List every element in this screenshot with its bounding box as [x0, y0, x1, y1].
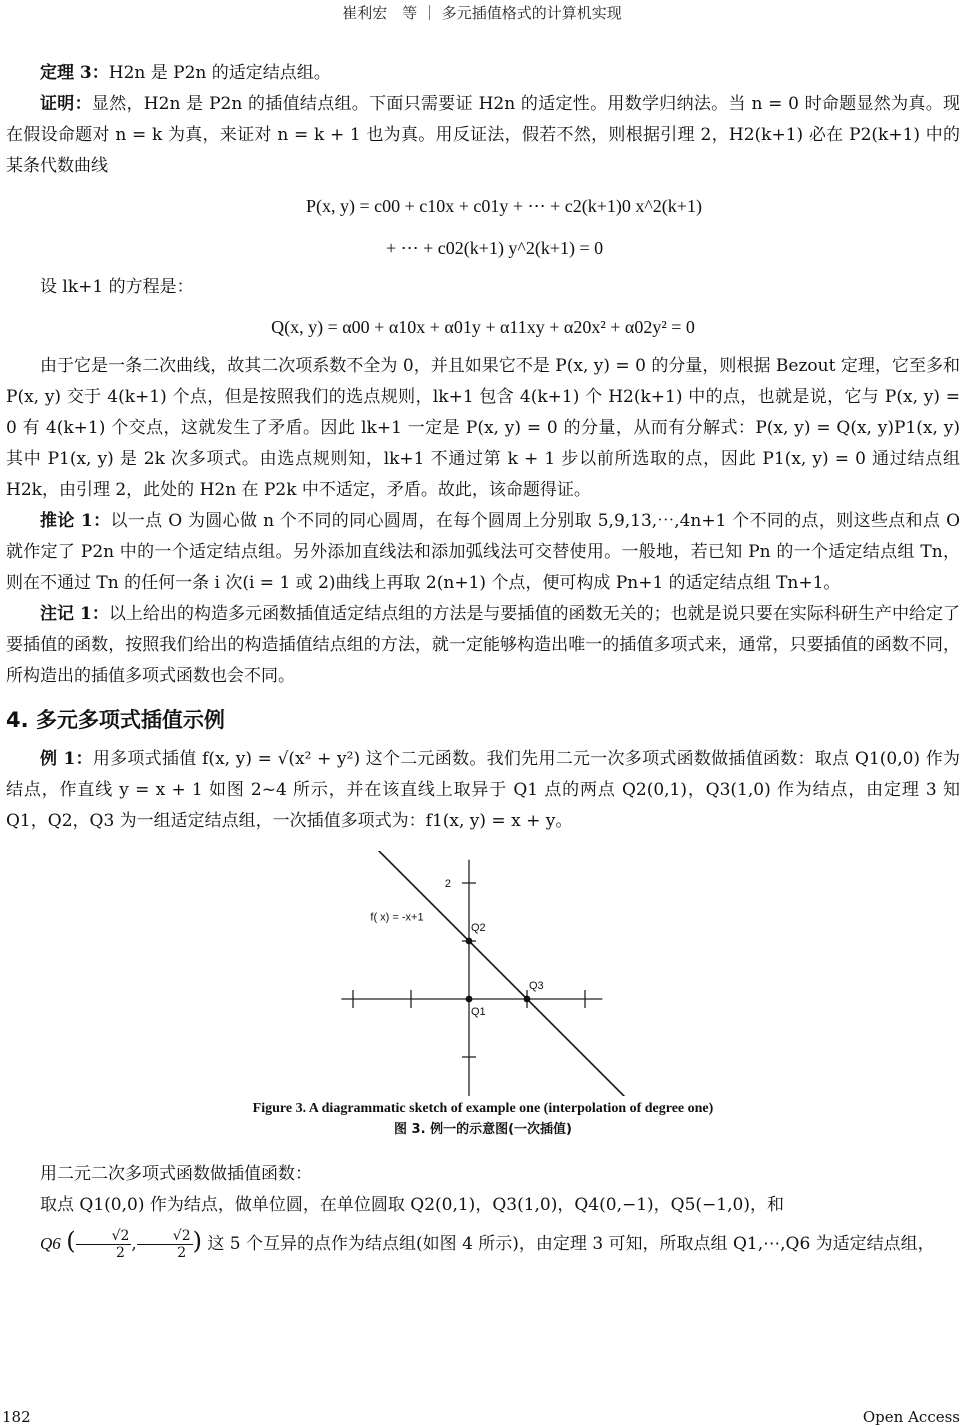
- example-1: [6, 744, 960, 837]
- after-figure-paragraph-2: 取点 Q1(0,0) 作为结点，做单位圆，在单位圆取 Q2(0,1)，Q3(1,0)，Q4(0,−1)，Q5(−1,0)，和: [40, 1195, 784, 1215]
- q6-frac-den-2: 2: [177, 1245, 187, 1261]
- figure-caption-cn: 图 3. 例一的示意图(一次插值): [394, 1122, 572, 1137]
- proof-paragraph-1: [6, 89, 960, 182]
- axes-group: [341, 860, 602, 1096]
- q6-frac-den: 2: [116, 1245, 125, 1261]
- figure-caption-en: Figure 3. A diagrammatic sketch of example one (interpolation of degree one): [252, 1101, 714, 1116]
- publisher-label: Open Access: [862, 1408, 960, 1426]
- equation-p-line2: + ⋯ + c02(k+1) y^2(k+1) = 0: [386, 238, 604, 258]
- theorem-label: 定理 3：: [40, 63, 109, 83]
- q6-fraction-1: [76, 1228, 132, 1261]
- q6-frac-num: √2: [76, 1228, 132, 1245]
- point-label-q3: Q3: [529, 980, 544, 992]
- proof-label: 证明：: [40, 94, 92, 114]
- corollary-1: [6, 506, 960, 599]
- after-figure-paragraph-1: 用二元二次多项式函数做插值函数：: [40, 1164, 312, 1184]
- remark-label: 注记 1：: [40, 604, 109, 624]
- point-q2: [466, 938, 473, 945]
- y-tick-label-2: 2: [444, 878, 451, 890]
- proof-paragraph-3: 由于它是一条二次曲线，故其二次项系数不全为 0，并且如果它不是 P(x, y) = 0 的分量，则根据 Bezout 定理，它至多和 P(x, y) 交于 4(k+1) 个点，但是按照我们的选点规则，lk+1 包含 4(k+1) 个 H2(k+1) 中的点，也就是说，它与 P(x, y) = 0 有 4(k+1) 个交点，这就发生了矛盾。因此 lk+1 一定是 P(x, y) = 0 的分量，从而有分解式：P(x, y) = Q(x, y)P1(x, y) 其中 P1(x, y) 是 2k 次多项式。由选点规则知，lk+1 不通过第 k + 1 步以前所选取的点，因此 P1(x, y) = 0 通过结点组 H2k，由引理 2，此处的 H2n 在 P2k 中不适定，矛盾。故此，该命题得证。: [6, 356, 960, 500]
- example-label: 例 1：: [40, 749, 93, 769]
- point-label-q1: Q1: [471, 1006, 486, 1018]
- after-figure-tail: 这 5 个互异的点作为结点组(如图 4 所示)，由定理 3 可知，所取点组 Q1,⋯,Q6 为适定结点组，: [207, 1234, 935, 1254]
- q6-fraction-2: [137, 1228, 193, 1261]
- point-label-q2: Q2: [471, 922, 486, 934]
- proof-paragraph-2: 设 lk+1 的方程是：: [40, 277, 194, 297]
- theorem-3: [6, 58, 960, 89]
- figure-3-plot: [6, 851, 960, 1096]
- section-heading-4: 4. 多元多项式插值示例: [6, 708, 225, 732]
- example-text: 用多项式插值 f(x, y) = √(x² + y²) 这个二元函数。我们先用二元一次多项式函数做插值函数：取点 Q1(0,0) 作为结点，作直线 y = x + 1 如图 2~4 所示，并在该直线上取异于 Q1 点的两点 Q2(0,1)，Q3(1,0) 作为结点，由定理 3 知 Q1，Q2，Q3 为一组适定结点组，一次插值多项式为：f1(x, y) = x + y。: [6, 749, 961, 831]
- page-number: 182: [2, 1408, 31, 1426]
- after-figure-paragraph-3: Q6 ( $\frac{√2}{2}$ , $\frac{√2}{2}$ ) 这 5 个互异的点作为结点组(如图 4 所示)，由定理 3 可知，所取点组 Q1,⋯,Q6 为适定结点组，: [40, 1227, 935, 1261]
- proof-text-1: 显然，H2n 是 P2n 的插值结点组。下面只需要证 H2n 的适定性。用数学归纳法。当 n = 0 时命题显然为真。现在假设命题对 n = k 为真，来证对 n = k + 1 也为真。用反证法，假若不然，则根据引理 2，H2(k+1) 必在 P2(k+1) 中的某条代数曲线: [6, 94, 961, 176]
- page-body: [6, 58, 960, 1264]
- point-q3: [524, 996, 531, 1003]
- corollary-text: 以一点 O 为圆心做 n 个不同的同心圆周，在每个圆周上分别取 5,9,13,⋯,4n+1 个不同的点，则这些点和点 O 就作定了 P2n 中的一个适定结点组。另外添加直线法和添加弧线法可交替使用。一般地，若已知 Pn 的一个适定结点组 Tn，则在不通过 Tn 的任何一条 i 次(i = 1 或 2)曲线上再取 2(n+1) 个点，便可构成 Pn+1 的适定结点组 Tn+1。: [6, 511, 961, 593]
- series-line-label: f( x) = -x+1: [370, 911, 424, 924]
- remark-1: [6, 599, 960, 692]
- remark-text: 以上给出的构造多元函数插值适定结点组的方法是与要插值的函数无关的；也就是说只要在实际科研生产中给定了要插值的函数，按照我们给出的构造插值结点组的方法，就一定能够构造出唯一的插值多项式来，通常，只要插值的函数不同，所构造出的插值多项式函数也会不同。: [6, 604, 961, 686]
- theorem-text: H2n 是 P2n 的适定结点组。: [108, 63, 331, 83]
- q6-label: Q6: [40, 1234, 61, 1253]
- labels-group: [370, 878, 543, 1096]
- equation-p-line1: P(x, y) = c00 + c10x + c01y + ⋯ + c2(k+1)0 x^2(k+1): [306, 196, 702, 216]
- running-head: 崔利宏 等 ｜ 多元插值格式的计算机实现: [342, 4, 622, 22]
- figure-3: [6, 851, 960, 1096]
- q6-frac-num-2: √2: [137, 1228, 193, 1245]
- point-q1: [466, 996, 473, 1003]
- series-line: [376, 851, 625, 1096]
- marks-group: [376, 851, 625, 1096]
- corollary-label: 推论 1：: [40, 511, 111, 531]
- equation-q: Q(x, y) = α00 + α10x + α01y + α11xy + α20x² + α02y² = 0: [271, 317, 695, 337]
